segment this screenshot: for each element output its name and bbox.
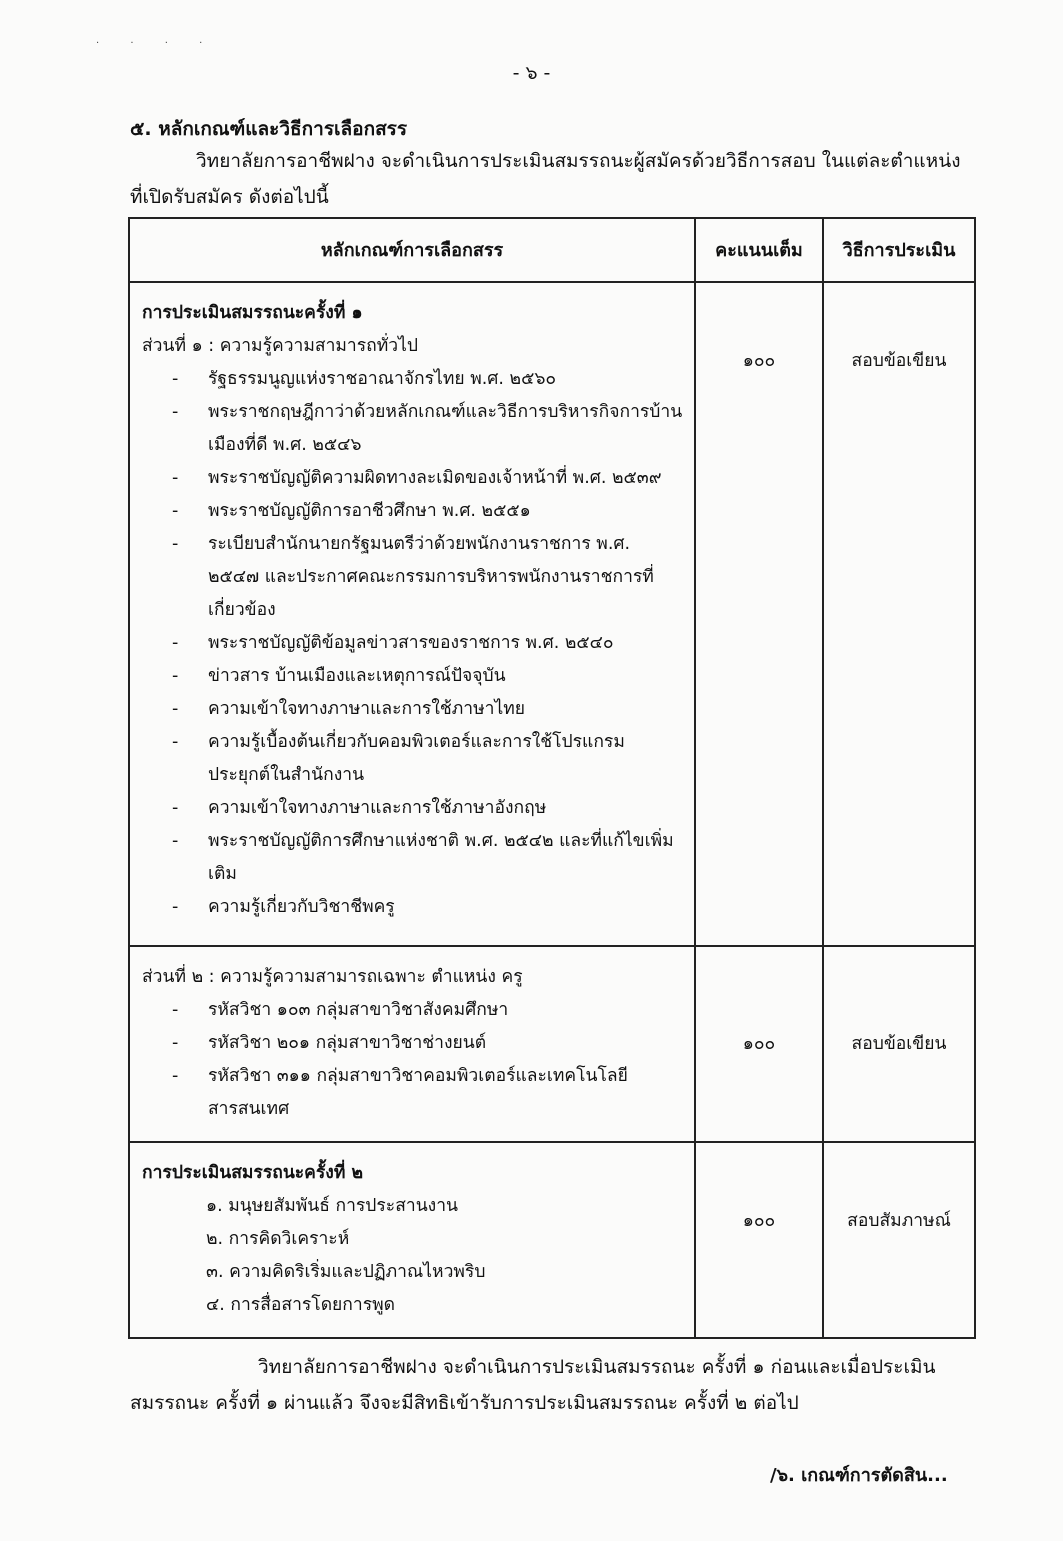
method-cell: สอบสัมภาษณ์ (823, 1142, 975, 1338)
list-item (142, 1060, 684, 1126)
list-item-text: ความเข้าใจทางภาษาและการใช้ภาษาอังกฤษ (208, 798, 547, 818)
table-header-row (129, 218, 975, 282)
assessment-1-title: การประเมินสมรรถนะครั้งที่ ๑ (142, 303, 363, 323)
list-item-text: ๔. การสื่อสารโดยการพูด (206, 1295, 396, 1315)
bullet-dash: - (172, 732, 179, 752)
header-criteria: หลักเกณฑ์การเลือกสรร (129, 218, 695, 282)
intro-line-2: ที่เปิดรับสมัคร ดังต่อไปนี้ (130, 186, 329, 208)
part-1-subtitle: ส่วนที่ ๑ : ความรู้ความสามารถทั่วไป (142, 336, 419, 356)
part-2-items (142, 994, 684, 1126)
bullet-dash: - (172, 1066, 179, 1086)
bullet-dash: - (172, 402, 179, 422)
assessment-2-items (142, 1190, 684, 1322)
list-item (142, 891, 684, 924)
list-item-text: พระราชบัญญัติความผิดทางละเมิดของเจ้าหน้าที่ พ.ศ. ๒๕๓๙ (208, 468, 662, 488)
bullet-dash: - (172, 501, 179, 521)
list-item (142, 660, 684, 693)
list-item-text: ความเข้าใจทางภาษาและการใช้ภาษาไทย (208, 699, 526, 719)
list-item (142, 627, 684, 660)
list-item (142, 1190, 684, 1223)
part-1-items (142, 363, 684, 924)
bullet-dash: - (172, 1000, 179, 1020)
table-row (129, 282, 975, 946)
header-score: คะแนนเต็ม (695, 218, 823, 282)
list-item (142, 528, 684, 627)
note-line-1: วิทยาลัยการอาชีพฝาง จะดำเนินการประเมินสมรรถนะ ครั้งที่ ๑ ก่อนและเมื่อประเมิน (258, 1356, 936, 1378)
scan-specks: · · · · (96, 38, 217, 49)
list-item-text: ข่าวสาร บ้านเมืองและเหตุการณ์ปัจจุบัน (208, 666, 506, 686)
table-row (129, 1142, 975, 1338)
list-item (142, 495, 684, 528)
bullet-dash: - (172, 1033, 179, 1053)
list-item (142, 693, 684, 726)
list-item-text: รหัสวิชา ๒๐๑ กลุ่มสาขาวิชาช่างยนต์ (208, 1033, 487, 1053)
criteria-table (128, 217, 976, 1339)
criteria-cell (129, 1142, 695, 1338)
list-item (142, 825, 684, 891)
list-item-text: รัฐธรรมนูญแห่งราชอาณาจักรไทย พ.ศ. ๒๕๖๐ (208, 369, 557, 389)
criteria-cell (129, 946, 695, 1142)
list-item (142, 726, 684, 792)
intro-line-1: วิทยาลัยการอาชีพฝาง จะดำเนินการประเมินสมรรถนะผู้สมัครด้วยวิธีการสอบ ในแต่ละตำแหน่ง (196, 150, 961, 172)
criteria-cell (129, 282, 695, 946)
bullet-dash: - (172, 798, 179, 818)
header-method: วิธีการประเมิน (823, 218, 975, 282)
bullet-dash: - (172, 633, 179, 653)
list-item-text: ๒. การคิดวิเคราะห์ (206, 1229, 350, 1249)
bullet-dash: - (172, 666, 179, 686)
bullet-dash: - (172, 831, 179, 851)
list-item-text: พระราชบัญญัติการอาชีวศึกษา พ.ศ. ๒๕๕๑ (208, 501, 531, 521)
list-item (142, 1027, 684, 1060)
note-line-2: สมรรถนะ ครั้งที่ ๑ ผ่านแล้ว จึงจะมีสิทธิเข้ารับการประเมินสมรรถนะ ครั้งที่ ๒ ต่อไป (130, 1392, 799, 1414)
list-item-text: พระราชบัญญัติข้อมูลข่าวสารของราชการ พ.ศ. ๒๕๔๐ (208, 633, 614, 653)
bullet-dash: - (172, 369, 179, 389)
list-item (142, 1256, 684, 1289)
list-item-text: ระเบียบสำนักนายกรัฐมนตรีว่าด้วยพนักงานราชการ พ.ศ. ๒๕๔๗ และประกาศคณะกรรมการบริหารพนักงานราชการที่เกี่ยวข้อง (208, 534, 654, 620)
score-cell: ๑๐๐ (695, 946, 823, 1142)
bullet-dash: - (172, 699, 179, 719)
list-item-text: พระราชบัญญัติการศึกษาแห่งชาติ พ.ศ. ๒๕๔๒ และที่แก้ไขเพิ่มเติม (208, 831, 674, 884)
list-item-text: ความรู้เกี่ยวกับวิชาชีพครู (208, 897, 395, 917)
list-item-text: ๑. มนุษยสัมพันธ์ การประสานงาน (206, 1196, 459, 1216)
bullet-dash: - (172, 534, 179, 554)
list-item (142, 1223, 684, 1256)
continued-marker: /๖. เกณฑ์การตัดสิน... (770, 1465, 948, 1486)
score-cell: ๑๐๐ (695, 282, 823, 946)
list-item (142, 994, 684, 1027)
part-2-subtitle: ส่วนที่ ๒ : ความรู้ความสามารถเฉพาะ ตำแหน่ง ครู (142, 967, 523, 987)
score-cell: ๑๐๐ (695, 1142, 823, 1338)
list-item (142, 792, 684, 825)
method-cell: สอบข้อเขียน (823, 282, 975, 946)
list-item-text: ความรู้เบื้องต้นเกี่ยวกับคอมพิวเตอร์และการใช้โปรแกรมประยุกต์ในสำนักงาน (208, 732, 625, 785)
bullet-dash: - (172, 897, 179, 917)
method-cell: สอบข้อเขียน (823, 946, 975, 1142)
list-item-text: พระราชกฤษฎีกาว่าด้วยหลักเกณฑ์และวิธีการบริหารกิจการบ้านเมืองที่ดี พ.ศ. ๒๕๔๖ (208, 402, 683, 455)
list-item (142, 396, 684, 462)
assessment-2-title: การประเมินสมรรถนะครั้งที่ ๒ (142, 1163, 363, 1183)
list-item (142, 462, 684, 495)
list-item (142, 1289, 684, 1322)
list-item-text: ๓. ความคิดริเริ่มและปฏิภาณไหวพริบ (206, 1262, 486, 1282)
bullet-dash: - (172, 468, 179, 488)
page-number: - ๖ - (512, 62, 551, 84)
list-item-text: รหัสวิชา ๑๐๓ กลุ่มสาขาวิชาสังคมศึกษา (208, 1000, 509, 1020)
list-item (142, 363, 684, 396)
section-heading: ๕. หลักเกณฑ์และวิธีการเลือกสรร (130, 118, 408, 140)
list-item-text: รหัสวิชา ๓๑๑ กลุ่มสาขาวิชาคอมพิวเตอร์และเทคโนโลยีสารสนเทศ (208, 1066, 628, 1119)
table-row (129, 946, 975, 1142)
